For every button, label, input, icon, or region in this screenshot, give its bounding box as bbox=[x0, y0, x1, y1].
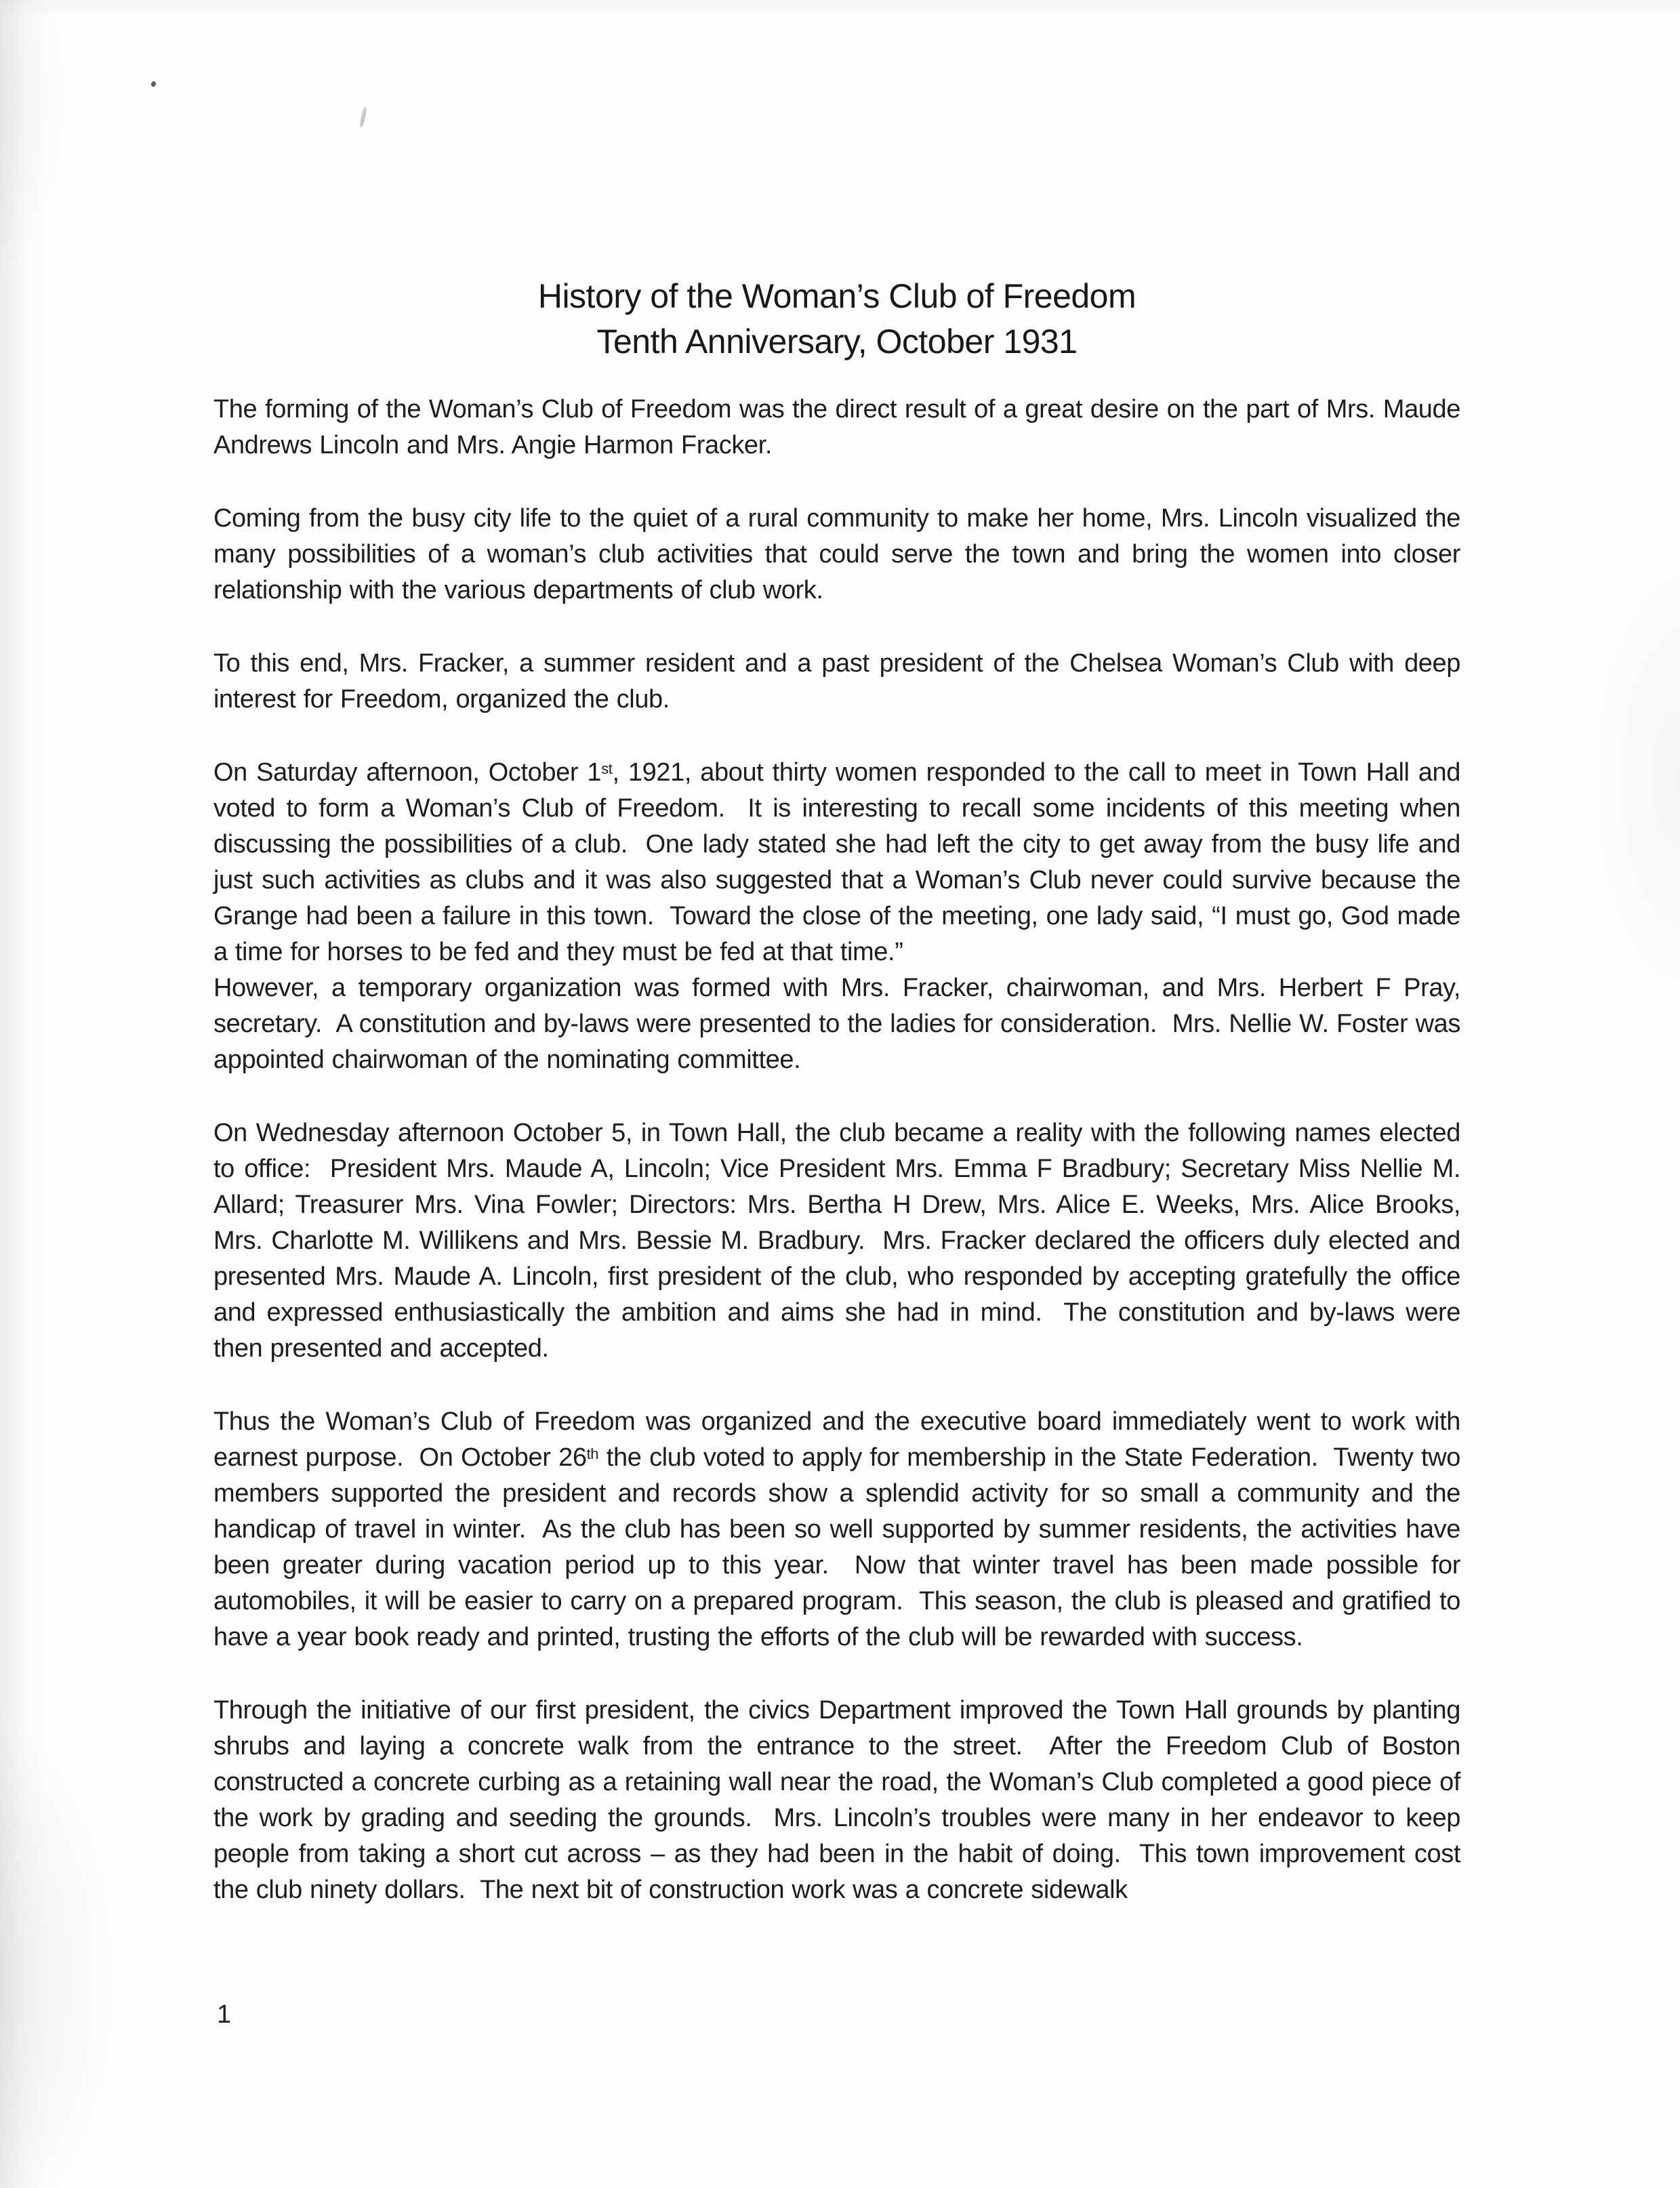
document-body bbox=[213, 392, 1469, 1908]
title-line-2: Tenth Anniversary, October 1931 bbox=[596, 323, 1078, 360]
paragraph-text: Thus the Woman’s Club of Freedom was organized and the executive board immediately went to work with earnest purpose. On October 26 bbox=[213, 1407, 1469, 1472]
document-content bbox=[213, 0, 1469, 1945]
page-number: 1 bbox=[217, 2000, 232, 2029]
paragraph-text: , 1921, about thirty women responded to the call to meet in Town Hall and voted to form a Woman’s Club of Freedom. It is interesting to recall some incidents of this meeting when discussing the possibilities of a club. One lady stated she had left the city to get away from the busy life and just such activities as clubs and it was also suggested that a Woman’s Club never could survive because the Grange had been a failure in this town. Toward the close of the meeting, one lady said, “I must go, God made a time for horses to be fed and they must be fed at that time.” bbox=[213, 758, 1469, 966]
title-line-1: History of the Woman’s Club of Freedom bbox=[537, 277, 1136, 315]
paragraph-1 bbox=[213, 392, 1467, 463]
paragraph-4 bbox=[213, 755, 1469, 1078]
paragraph-text: Through the initiative of our first president, the civics Department improved the Town Hall grounds by planting shrubs and laying a concrete walk from the entrance to the street. After the Freedom Club of Boston constructed a concrete curbing as a retaining wall near the road, the Woman’s Club completed a good piece of the work by grading and seeding the grounds. Mrs. Lincoln’s troubles were many in her endeavor to keep people from taking a short cut across – as they had been in the habit of doing. This town improvement cost the club ninety dollars. The next bit of construction work was a concrete sidewalk bbox=[213, 1696, 1469, 1904]
paragraph-3 bbox=[213, 646, 1469, 718]
ordinal-suffix: th bbox=[586, 1445, 599, 1463]
paragraph-2 bbox=[213, 501, 1469, 608]
paragraph-text: On Saturday afternoon, October 1 bbox=[213, 758, 602, 787]
paragraph-6 bbox=[213, 1404, 1469, 1655]
page-title bbox=[213, 274, 1460, 365]
paragraph-text: the club voted to apply for membership in the State Federation. Twenty two members supported the president and records show a splendid activity for so small a community and the handicap of travel in winter. As the club has been so well supported by summer residents, the activities have been greater during vacation period up to this year. Now that winter travel has been made possible for automobiles, it will be easier to carry on a prepared program. This season, the club is pleased and gratified to have a year book ready and printed, trusting the efforts of the club will be rewarded with success. bbox=[213, 1443, 1469, 1651]
paragraph-text: However, a temporary organization was formed with Mrs. Fracker, chairwoman, and Mrs. Herbert F Pray, secretary. A constitution and by-laws were presented to the ladies for consideration. Mrs. Nellie W. Foster was appointed chairwoman of the nominating committee. bbox=[213, 974, 1469, 1074]
paragraph-text: Coming from the busy city life to the quiet of a rural community to make her home, Mrs. Lincoln visualized the many possibilities of a woman’s club activities that could serve the town and bring the women into closer relationship with the various departments of club work. bbox=[213, 504, 1469, 604]
paragraph-text: On Wednesday afternoon October 5, in Town Hall, the club became a reality with the following names elected to office: President Mrs. Maude A, Lincoln; Vice President Mrs. Emma F Bradbury; Secretary Miss Nellie M. Allard; Treasurer Mrs. Vina Fowler; Directors: Mrs. Bertha H Drew, Mrs. Alice E. Weeks, Mrs. Alice Brooks, Mrs. Charlotte M. Willikens and Mrs. Bessie M. Bradbury. Mrs. Fracker declared the officers duly elected and presented Mrs. Maude A. Lincoln, first president of the club, who responded by accepting gratefully the office and expressed enthusiastically the ambition and aims she had in mind. The constitution and by-laws were then presented and accepted. bbox=[213, 1119, 1469, 1363]
paragraph-text: To this end, Mrs. Fracker, a summer resident and a past president of the Chelsea Woman’s Club with deep interest for Freedom, organized the club. bbox=[213, 649, 1469, 714]
paragraph-5 bbox=[213, 1115, 1469, 1367]
scan-speck-dot bbox=[151, 81, 156, 87]
paragraph-7 bbox=[213, 1693, 1469, 1908]
ordinal-suffix: st bbox=[601, 760, 613, 778]
paragraph-text: The forming of the Woman’s Club of Freedom was the direct result of a great desire on the part of Mrs. Maude Andrews Lincoln and Mrs. Angie Harmon Fracker. bbox=[213, 395, 1467, 459]
